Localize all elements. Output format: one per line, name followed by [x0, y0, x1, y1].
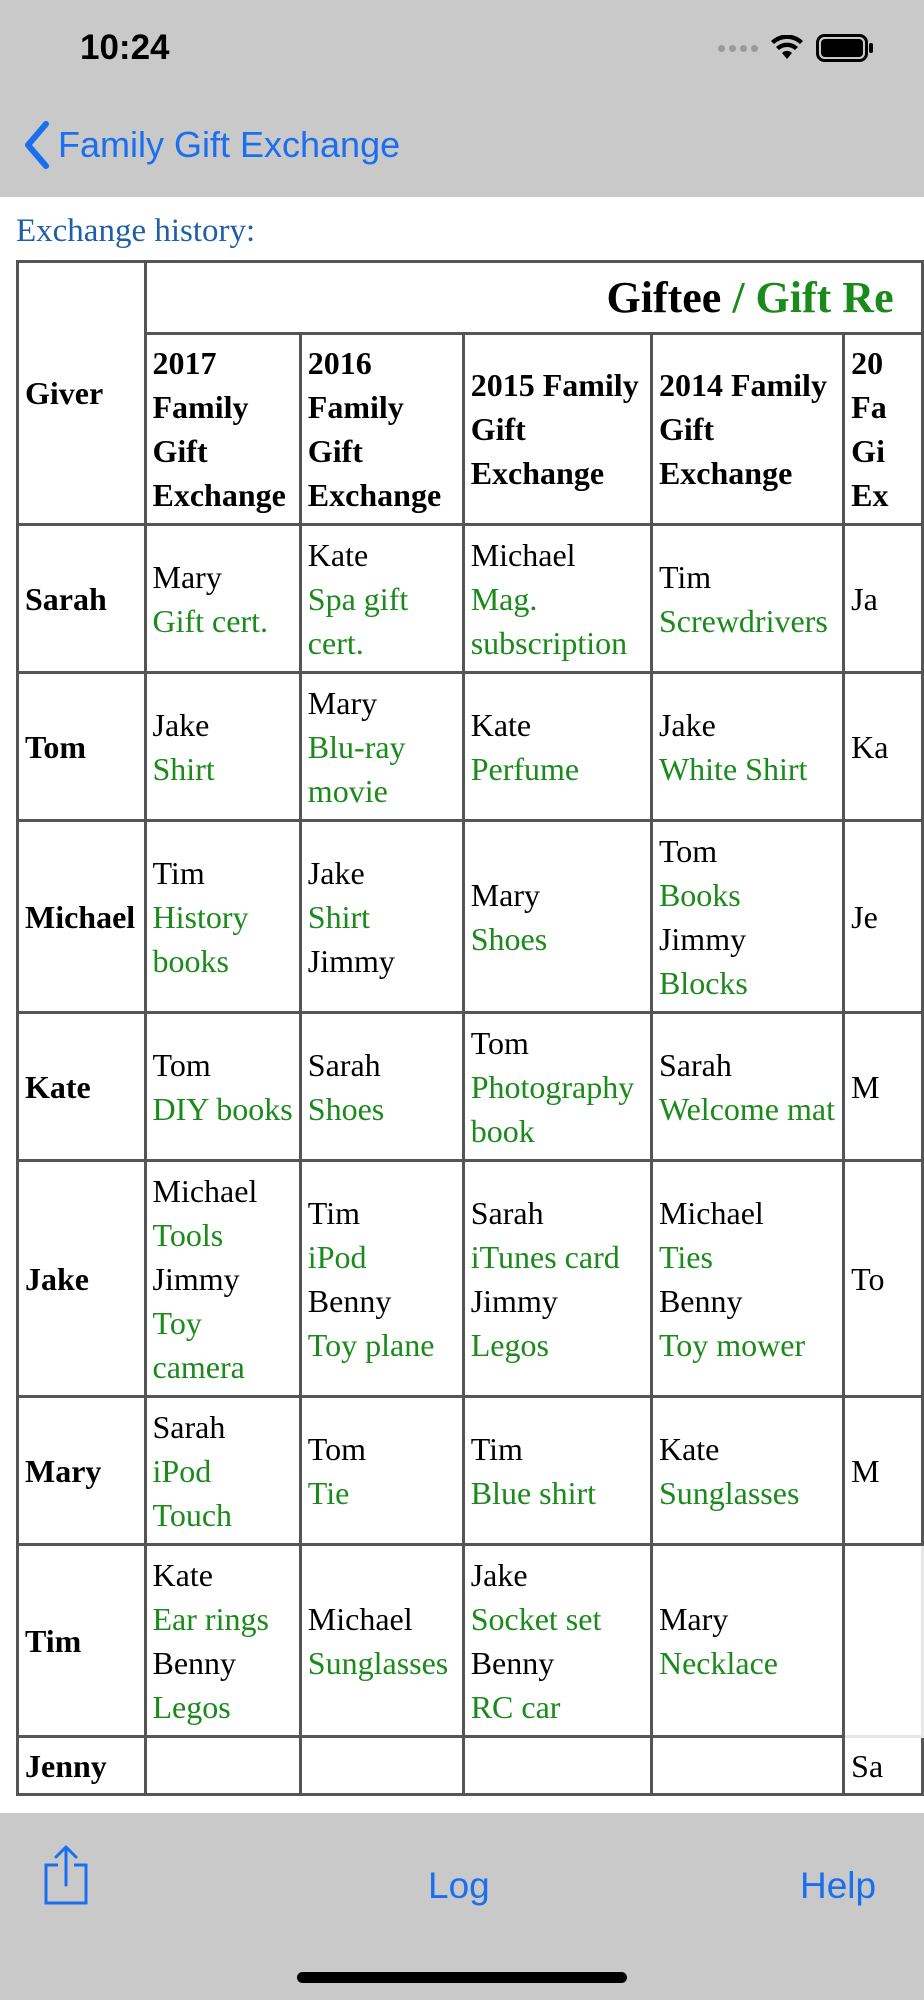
exchange-cell [844, 1013, 923, 1161]
table-row [18, 821, 923, 1013]
giftee-name: Sarah [470, 1194, 544, 1231]
exchange-cell [145, 1545, 300, 1737]
giftee-name: To [851, 1260, 885, 1297]
gift-description: Photography book [470, 1068, 635, 1149]
web-content[interactable] [0, 197, 924, 1813]
giftee-name: Mary [307, 684, 378, 721]
giftee-name: Michael [307, 1600, 413, 1637]
gift-description: Perfume [470, 750, 580, 787]
table-row [18, 1737, 923, 1795]
exchange-cell [300, 673, 463, 821]
share-icon [42, 1843, 90, 1907]
giftee-name: Tim [658, 558, 712, 595]
exchange-cell [300, 1397, 463, 1545]
giftee-name: Jake [658, 706, 716, 743]
giftee-name: Kate [658, 1430, 720, 1467]
year-header-partial: 20 Fa Gi Ex [844, 334, 923, 525]
gift-description: Shoes [307, 1090, 385, 1127]
gift-description: Legos [152, 1688, 231, 1725]
giftee-name: Ka [851, 728, 889, 765]
giftee-name: Tom [658, 832, 718, 869]
giftee-name: Michael [470, 536, 576, 573]
year-header-2016: 2016 Family Gift Exchange [300, 334, 463, 525]
giftee-name: Tim [470, 1430, 523, 1467]
gift-description: Blu-ray movie [307, 728, 406, 809]
bottom-toolbar [0, 1813, 924, 2000]
giftee-name: Sarah [307, 1046, 381, 1083]
giftee-name: Kate [470, 706, 532, 743]
giftee-name: Tim [307, 1194, 360, 1231]
gift-description: Toy camera [152, 1304, 245, 1385]
exchange-cell [463, 1397, 651, 1545]
giftee-name: Benny [152, 1644, 237, 1681]
section-title: Exchange history: [16, 213, 256, 249]
exchange-cell [463, 1545, 651, 1737]
exchange-cell [145, 1161, 300, 1397]
exchange-cell [145, 673, 300, 821]
gift-description: Sunglasses [307, 1644, 449, 1681]
giftee-name: Sa [851, 1747, 884, 1784]
gift-description: White Shirt [658, 750, 808, 787]
log-button[interactable]: Log [428, 1865, 490, 1906]
gift-description: Gift cert. [152, 602, 268, 639]
gift-description: Necklace [658, 1644, 778, 1681]
exchange-cell [844, 1161, 923, 1397]
exchange-cell [300, 1013, 463, 1161]
giftee-name: Mary [152, 558, 222, 595]
navigation-bar [0, 100, 924, 197]
giftee-name: Tom [152, 1046, 211, 1083]
giftee-name: Sarah [152, 1408, 226, 1445]
exchange-cell [145, 1013, 300, 1161]
giver-cell: Michael [18, 821, 146, 1013]
giver-cell: Tom [18, 673, 146, 821]
exchange-cell [651, 525, 843, 673]
giftee-name: Michael [658, 1194, 764, 1231]
giftee-name: Sarah [658, 1046, 732, 1083]
giftee-name: Mary [470, 876, 541, 913]
gift-description: Spa gift cert. [307, 580, 409, 661]
back-button-label: Family Gift Exchange [58, 124, 401, 165]
chevron-left-icon [22, 120, 52, 170]
gift-description: Screwdrivers [658, 602, 828, 639]
exchange-cell [844, 1545, 923, 1737]
gift-description: DIY books [152, 1090, 293, 1127]
year-header-2015: 2015 Family Gift Exchange [463, 334, 651, 525]
gift-description: Sunglasses [658, 1474, 800, 1511]
exchange-cell [651, 1161, 843, 1397]
giver-cell: Mary [18, 1397, 146, 1545]
giftee-gift-header [145, 262, 923, 334]
giftee-name: M [851, 1452, 880, 1489]
exchange-cell [651, 1013, 843, 1161]
gift-description: RC car [470, 1688, 561, 1725]
giver-cell: Jenny [18, 1737, 146, 1795]
giftee-name: Jake [152, 706, 210, 743]
exchange-cell [300, 1545, 463, 1737]
exchange-cell [463, 821, 651, 1013]
giftee-name: Benny [470, 1644, 555, 1681]
giftee-name: Jimmy [152, 1260, 240, 1297]
giftee-name: Tim [152, 854, 205, 891]
exchange-cell [651, 1545, 843, 1737]
back-button[interactable] [22, 120, 400, 170]
share-button[interactable] [42, 1843, 90, 1912]
giver-column-header: Giver [18, 262, 146, 525]
help-button[interactable]: Help [800, 1865, 877, 1906]
exchange-cell [300, 525, 463, 673]
exchange-cell [844, 673, 923, 821]
giftee-name: Benny [307, 1282, 392, 1319]
giver-cell: Sarah [18, 525, 146, 673]
table-body [18, 525, 923, 1795]
status-icons [718, 34, 874, 62]
gift-description: History books [152, 898, 249, 979]
giftee-name: Kate [307, 536, 369, 573]
giftee-name: Jake [470, 1556, 528, 1593]
gift-header-text: Gift Re [755, 272, 894, 322]
status-time: 10:24 [80, 28, 170, 67]
wifi-icon [770, 35, 804, 61]
exchange-cell [463, 1161, 651, 1397]
gift-description: Books [658, 876, 741, 913]
gift-description: Mag. subscription [470, 580, 628, 661]
exchange-cell [844, 821, 923, 1013]
table-row [18, 1545, 923, 1737]
signal-icon [718, 45, 758, 52]
status-bar [0, 0, 924, 100]
exchange-cell [463, 525, 651, 673]
gift-description: iPod Touch [152, 1452, 233, 1533]
exchange-cell [300, 821, 463, 1013]
giftee-name: Jimmy [470, 1282, 558, 1319]
exchange-cell [651, 1397, 843, 1545]
gift-description: Blue shirt [470, 1474, 597, 1511]
gift-description: Shoes [470, 920, 548, 957]
exchange-cell [844, 1737, 923, 1795]
giftee-header-text: Giftee [606, 272, 722, 322]
exchange-history-table [16, 260, 924, 1796]
gift-description: Socket set [470, 1600, 602, 1637]
gift-description: Toy plane [307, 1326, 435, 1363]
gift-description: Shirt [152, 750, 215, 787]
giftee-name: Mary [658, 1600, 729, 1637]
giftee-name: Jimmy [307, 942, 395, 979]
battery-icon [816, 34, 874, 62]
exchange-cell [300, 1161, 463, 1397]
table-row [18, 1397, 923, 1545]
gift-description: Shirt [307, 898, 371, 935]
exchange-cell [651, 821, 843, 1013]
table-row [18, 525, 923, 673]
giftee-name: Benny [658, 1282, 743, 1319]
gift-description: Ties [658, 1238, 713, 1275]
giftee-name: Tom [307, 1430, 366, 1467]
exchange-cell [844, 525, 923, 673]
giftee-name: Tom [470, 1024, 529, 1061]
giftee-name: Ja [851, 580, 878, 617]
header-separator: / [721, 272, 756, 322]
exchange-cell [463, 1013, 651, 1161]
exchange-cell [145, 525, 300, 673]
giftee-name: Je [851, 898, 878, 935]
exchange-cell [300, 1737, 463, 1795]
table-row [18, 1161, 923, 1397]
giftee-name: Kate [152, 1556, 213, 1593]
giver-cell: Jake [18, 1161, 146, 1397]
exchange-cell [145, 821, 300, 1013]
giftee-name: Michael [152, 1172, 258, 1209]
gift-description: Ear rings [152, 1600, 269, 1637]
year-header-2017: 2017 Family Gift Exchange [145, 334, 300, 525]
giftee-name: Jimmy [658, 920, 747, 957]
giftee-name: Jake [307, 854, 365, 891]
gift-description: Tie [307, 1474, 350, 1511]
gift-description: Legos [470, 1326, 549, 1363]
giver-cell: Tim [18, 1545, 146, 1737]
gift-description: iPod [307, 1238, 367, 1275]
gift-description: Welcome mat [658, 1090, 835, 1127]
gift-description: Tools [152, 1216, 224, 1253]
gift-description: Toy mower [658, 1326, 806, 1363]
exchange-cell [145, 1397, 300, 1545]
year-header-2014: 2014 Family Gift Exchange [651, 334, 843, 525]
exchange-cell [651, 673, 843, 821]
exchange-cell [651, 1737, 843, 1795]
gift-description: Blocks [658, 964, 748, 1001]
table-row [18, 1013, 923, 1161]
table-row [18, 673, 923, 821]
giftee-name: M [851, 1068, 880, 1105]
home-indicator [297, 1972, 627, 1983]
giver-cell: Kate [18, 1013, 146, 1161]
gift-description: iTunes card [470, 1238, 620, 1275]
exchange-cell [145, 1737, 300, 1795]
exchange-cell [463, 1737, 651, 1795]
exchange-cell [844, 1397, 923, 1545]
exchange-cell [463, 673, 651, 821]
